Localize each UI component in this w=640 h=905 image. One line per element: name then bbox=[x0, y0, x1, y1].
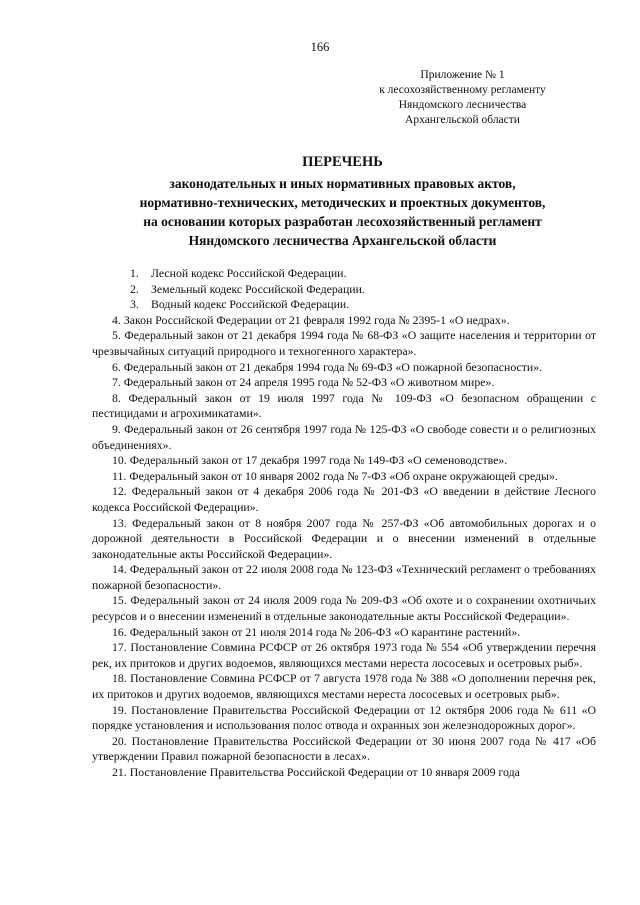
list-item-text: Федеральный закон от 22 июля 2008 года № 123-ФЗ «Технический регламент о требованиях пожарной безопасности». bbox=[92, 562, 597, 592]
appendix-line: Няндомского лесничества bbox=[398, 99, 527, 111]
list-item-number: 16. bbox=[112, 624, 127, 639]
list-item bbox=[92, 703, 596, 734]
list-item bbox=[92, 266, 596, 282]
list-item-text: Федеральный закон от 21 декабря 1994 года № 69-ФЗ «О пожарной безопасности». bbox=[123, 359, 543, 374]
list-item-number: 13. bbox=[112, 515, 127, 530]
list-item bbox=[92, 328, 596, 359]
list-item-text: Водный кодекс Российской Федерации. bbox=[150, 297, 350, 312]
list-item-number: 8. bbox=[112, 390, 121, 405]
title-line: нормативно-технических, методических и проектных документов, bbox=[139, 195, 546, 210]
list-item-text: Федеральный закон от 4 декабря 2006 года № 201-ФЗ «О введении в действие Лесного кодекса Российской Федерации». bbox=[92, 484, 596, 514]
list-item bbox=[92, 593, 596, 624]
list-item-text: Закон Российской Федерации от 21 февраля 1992 года № 2395-1 «О недрах». bbox=[123, 312, 510, 327]
title-line: законодательных и иных нормативных правовых актов, bbox=[169, 176, 516, 191]
list-item-text: Федеральный закон от 8 ноября 2007 года № 257-ФЗ «Об автомобильных дорогах и о дорожной деятельности в Российской Федерации и о внесении изменений в отдельные законодательные акты Российской Федерации». bbox=[92, 515, 597, 561]
list-item-text: Федеральный закон от 19 июля 1997 года № 109-ФЗ «О безопасном обращении с пестицидами и агрохимикатами». bbox=[92, 390, 596, 421]
list-item-text: Постановление Правительства Российской Федерации от 12 октября 2006 года № 611 «О порядке установления и использования полос отвода и охранных зон железнодорожных дорог». bbox=[92, 702, 596, 733]
list-item-text: Земельный кодекс Российской Федерации. bbox=[150, 281, 365, 296]
appendix-header bbox=[360, 68, 565, 128]
list-item-number: 17. bbox=[112, 640, 127, 655]
appendix-line: к лесохозяйственному регламенту bbox=[379, 84, 546, 96]
list-item-text: Постановление Совмина РСФСР от 7 августа 1978 года № 388 «О дополнении перечня рек, их притоков и других водоемов, являющихся местами нереста лососевых и осетровых рыб». bbox=[92, 671, 596, 702]
title-line: Няндомского лесничества Архангельской области bbox=[188, 233, 497, 248]
list-item bbox=[92, 297, 596, 313]
list-item bbox=[92, 765, 596, 781]
list-item-text: Федеральный закон от 17 декабря 1997 года № 149-ФЗ «О семеноводстве». bbox=[129, 453, 508, 468]
list-item bbox=[92, 360, 596, 376]
list-item bbox=[92, 391, 596, 422]
list-item bbox=[92, 375, 596, 391]
list-item-number: 19. bbox=[112, 702, 127, 717]
list-item-number: 18. bbox=[112, 671, 127, 686]
list-item bbox=[92, 313, 596, 329]
document-title bbox=[60, 152, 625, 250]
list-item-number: 12. bbox=[112, 484, 127, 499]
documents-list bbox=[92, 266, 596, 781]
list-item-text: Постановление Правительства Российской Федерации от 10 января 2009 года bbox=[129, 765, 520, 779]
list-item-text: Лесной кодекс Российской Федерации. bbox=[150, 266, 347, 280]
list-item-text: Федеральный закон от 26 сентября 1997 года № 125-ФЗ «О свободе совести и о религиозных объединениях». bbox=[92, 421, 596, 452]
list-item-number: 15. bbox=[112, 593, 127, 608]
list-item bbox=[92, 562, 596, 593]
list-item-number: 20. bbox=[112, 733, 127, 748]
list-item bbox=[92, 640, 596, 671]
list-item-number: 11. bbox=[112, 468, 127, 483]
list-item-text: Федеральный закон от 21 июля 2014 года № 206-ФЗ «О карантине растений». bbox=[129, 624, 521, 639]
list-item-number: 9. bbox=[112, 421, 121, 436]
list-item bbox=[92, 469, 596, 485]
page-number: 166 bbox=[310, 40, 330, 54]
appendix-line: Архангельской области bbox=[405, 114, 520, 126]
list-item-number: 4. bbox=[112, 312, 121, 327]
list-item-text: Федеральный закон от 21 декабря 1994 года № 68-ФЗ «О защите населения и территории от чрезвычайных ситуаций природного и техногенного характера». bbox=[92, 328, 597, 358]
list-item-number: 14. bbox=[112, 562, 127, 577]
list-item bbox=[92, 282, 596, 298]
list-item bbox=[92, 484, 596, 515]
list-item-text: Федеральный закон от 24 апреля 1995 года № 52-ФЗ «О животном мире». bbox=[123, 375, 495, 390]
list-item-text: Федеральный закон от 10 января 2002 года № 7-ФЗ «Об охране окружающей среды». bbox=[129, 468, 558, 483]
list-item-number: 10. bbox=[112, 453, 127, 468]
list-item bbox=[92, 734, 596, 765]
list-item bbox=[92, 625, 596, 641]
list-item-text: Федеральный закон от 24 июля 2009 года № 209-ФЗ «Об охоте и о сохранении охотничьих ресурсов и о внесении изменений в отдельные законодательные акты Российской Федерации». bbox=[92, 593, 596, 624]
list-item-number: 5. bbox=[112, 328, 121, 343]
list-item bbox=[92, 422, 596, 453]
appendix-line: Приложение № 1 bbox=[420, 69, 505, 81]
list-item bbox=[92, 516, 596, 563]
list-item-number: 2. bbox=[130, 281, 139, 296]
list-item-number: 1. bbox=[130, 266, 139, 280]
list-item bbox=[92, 671, 596, 702]
list-item-number: 6. bbox=[112, 359, 121, 374]
list-item-number: 21. bbox=[112, 765, 127, 779]
list-item-number: 7. bbox=[112, 375, 121, 390]
list-item-text: Постановление Правительства Российской Федерации от 30 июня 2007 года № 417 «Об утверждении Правил пожарной безопасности в лесах». bbox=[92, 733, 596, 764]
list-item-number: 3. bbox=[130, 297, 139, 312]
list-item bbox=[92, 453, 596, 469]
title-line: на основании которых разработан лесохозяйственный регламент bbox=[143, 214, 542, 229]
list-item-text: Постановление Совмина РСФСР от 26 октября 1973 года № 554 «Об утверждении перечня рек, их притоков и других водоемов, являющихся местами нереста лососевых и осетровых рыб». bbox=[92, 640, 597, 670]
title-main: ПЕРЕЧЕНЬ bbox=[302, 154, 383, 170]
